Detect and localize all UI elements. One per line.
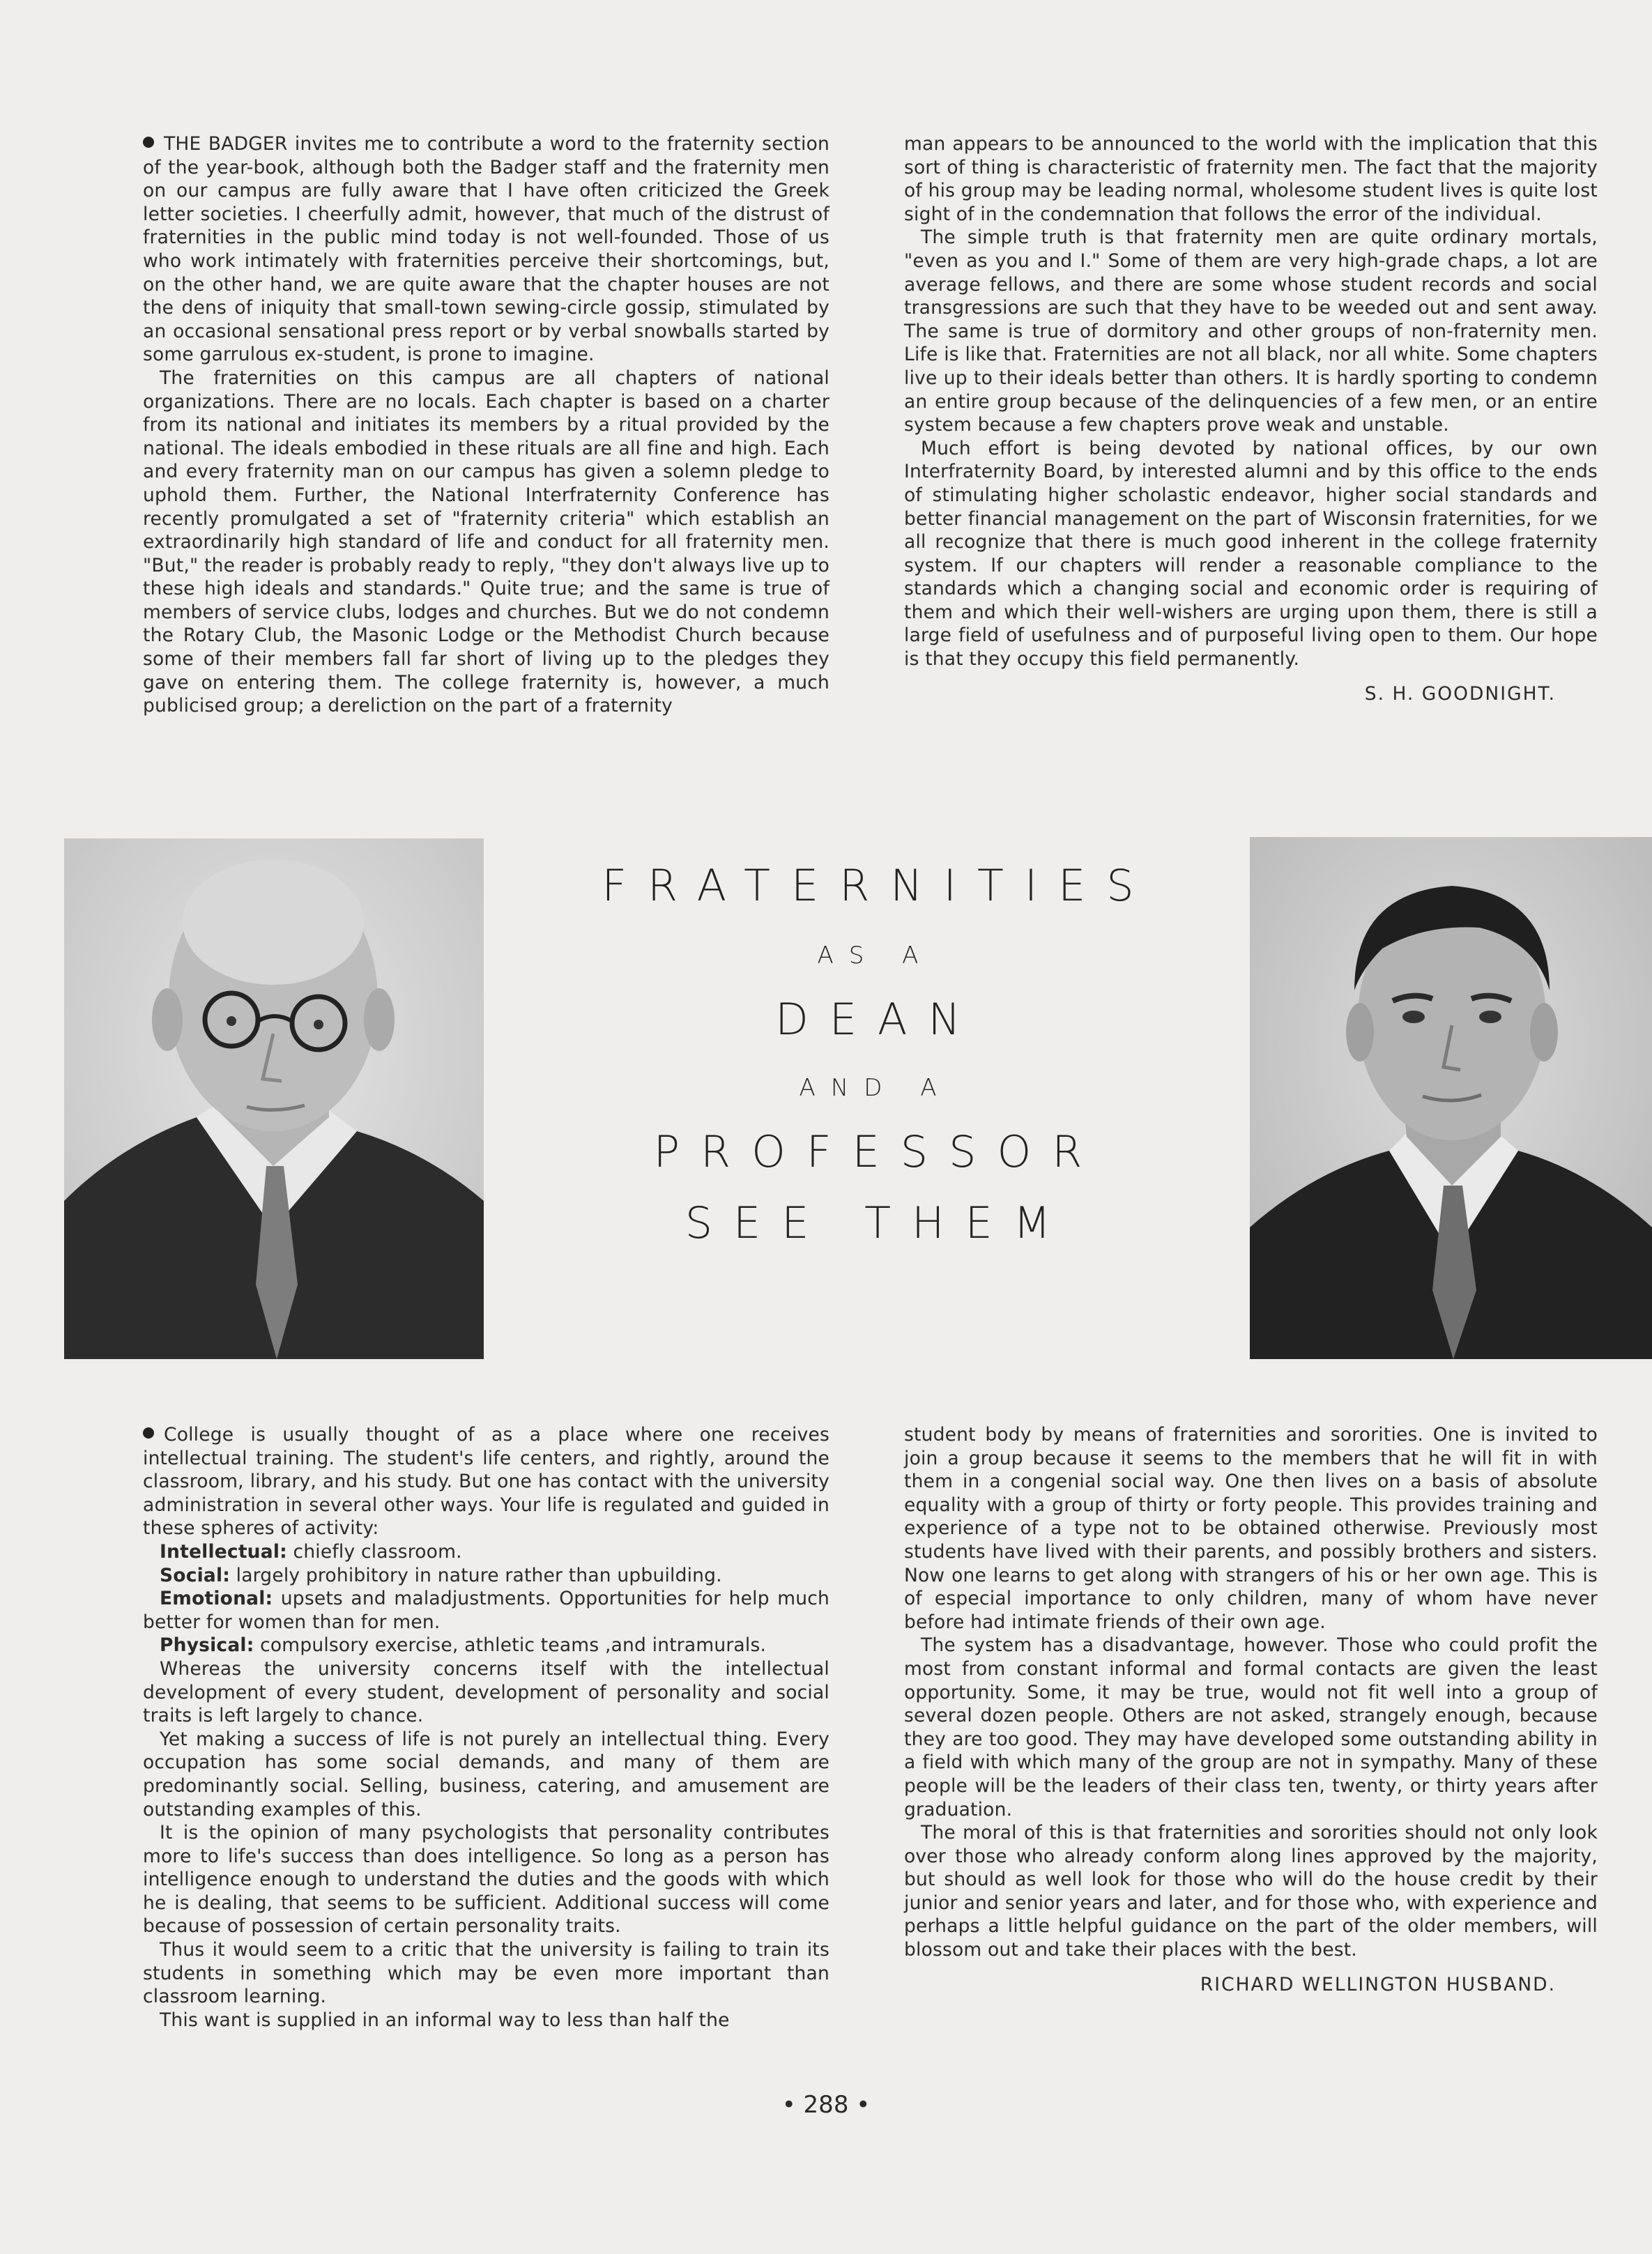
article-paragraph: The simple truth is that fraternity men are quite ordinary mortals, "even as you and I." Some of them are very high-grade chaps, a lot are average fellows, and there are some whose student records and social transgressions are such that they have to be weeded out and sent away. The same is true of dormitory and other groups of non-fraternity men. Life is like that. Fraternities are not all black, nor all white. Some chapters live up to their ideals better than others. It is hardly sporting to condemn an entire group because of the delinquencies of a few men, or an entire system because a few chapters prove weak and unstable. xyxy=(904,227,1598,436)
sphere-item-social: Social: largely prohibitory in nature rather than upbuilding. xyxy=(160,1564,722,1586)
portrait-dean-image xyxy=(64,838,484,1359)
heading-line-fraternities: FRATERNITIES xyxy=(602,860,1155,911)
article-paragraph: This want is supplied in an informal way to less than half the xyxy=(160,2009,730,2031)
heading-line-as-a: AS A xyxy=(817,942,934,969)
article-paragraph: Thus it would seem to a critic that the university is failing to train its students in something which may be even more important than classroom learning. xyxy=(143,1939,829,2008)
portrait-dean xyxy=(64,838,484,1359)
page-heading xyxy=(502,860,1234,1248)
article-paragraph: Yet making a success of life is not purely an intellectual thing. Every occupation has some social demands, and many of them are predominantly social. Selling, business, catering, and amusement are outstanding examples of this. xyxy=(143,1728,829,1820)
heading-line-professor: PROFESSOR xyxy=(653,1126,1103,1177)
portrait-professor xyxy=(1250,837,1652,1359)
bullet-icon xyxy=(143,1427,154,1439)
sphere-item-emotional: Emotional: upsets and maladjustments. Opportunities for help much better for women than for men. xyxy=(143,1588,829,1633)
heading-line-and-a: AND A xyxy=(799,1074,952,1102)
professor-article-left-column xyxy=(143,1423,829,2032)
bullet-icon xyxy=(143,137,154,148)
dean-article-left-column xyxy=(143,132,829,718)
article-paragraph: man appears to be announced to the world with the implication that this sort of thing is characteristic of fraternity men. The fact that the majority of his group may be leading normal, wholesome student lives is quite lost sight of in the condemnation that follows the error of the individual. xyxy=(904,133,1598,225)
author-signature-husband: RICHARD WELLINGTON HUSBAND. xyxy=(1200,1973,1556,1995)
sphere-item-physical: Physical: compulsory exercise, athletic teams ,and intramurals. xyxy=(160,1634,767,1657)
article-paragraph xyxy=(143,1423,829,1540)
article-paragraph: It is the opinion of many psychologists that personality contributes more to life's success than does intelligence. So long as a person has intelligence enough to understand the duties and the goods with which he is dealing, that seems to be sufficient. Additional success will come because of possession of certain personality traits. xyxy=(143,1822,829,1938)
sphere-item-intellectual: Intellectual: chiefly classroom. xyxy=(160,1540,462,1563)
heading-line-dean: DEAN xyxy=(775,994,981,1045)
paragraph-text: College is usually thought of as a place where one receives intellectual training. The student's life centers, and rightly, around the classroom, library, and his study. But one has contact with the university administration in several other ways. Your life is regulated and guided in these spheres of activity: xyxy=(143,1424,829,1540)
professor-article-right-column xyxy=(904,1423,1598,1996)
article-paragraph: Whereas the university concerns itself with the intellectual development of every student, development of personality and social traits is left largely to chance. xyxy=(143,1657,829,1727)
article-paragraph: The moral of this is that fraternities and sororities should not only look over those who already conform along lines approved by the majority, but should as well look for those who will do the house credit by their junior and senior years and later, and for those who, with experience and perhaps a little helpful guidance on the part of the older members, will blossom out and take their places with the best. xyxy=(904,1822,1598,1961)
article-paragraph: The fraternities on this campus are all chapters of national organizations. There are no locals. Each chapter is based on a charter from its national and initiates its members by a ritual provided by the national. The ideals embodied in these rituals are all fine and high. Each and every fraternity man on our campus has given a solemn pledge to uphold them. Further, the National Interfraternity Conference has recently promulgated a set of "fraternity criteria" which establish an extraordinarily high standard of life and conduct for all fraternity men. "But," the reader is probably ready to reply, "they don't always live up to these high ideals and standards." Quite true; and the same is true of members of service clubs, lodges and churches. But we do not condemn the Rotary Club, the Masonic Lodge or the Methodist Church because some of their members fall far short of living up to the pledges they gave on entering them. The college fraternity is, however, a much publicised group; a dereliction on the part of a fraternity xyxy=(143,367,829,717)
author-signature-goodnight: S. H. GOODNIGHT. xyxy=(1364,682,1556,705)
article-paragraph: student body by means of fraternities and sororities. One is invited to join a group because it seems to the members that he will fit in with them in a congenial social way. One then lives on a basis of absolute equality with a group of thirty or forty people. This provides training and experience of a type not to be obtained otherwise. Previously most students have lived with their parents, and possibly brothers and sisters. Now one learns to get along with strangers of his or her own age. This is of especial importance to only children, many of whom have never before had intimate friends of their own age. xyxy=(904,1424,1598,1633)
article-paragraph: Much effort is being devoted by national offices, by our own Interfraternity Board, by interested alumni and by this office to the ends of stimulating higher scholastic endeavor, higher social standards and better financial management on the part of Wisconsin fraternities, for we all recognize that there is much good inherent in the college fraternity system. If our chapters will render a reasonable compliance to the standards which a changing social and economic order is requiring of them and which their well-wishers are urging upon them, there is still a large field of usefulness and of purposeful living open to them. Our hope is that they occupy this field permanently. xyxy=(904,437,1598,670)
article-paragraph: The system has a disadvantage, however. Those who could profit the most from constant informal and formal contacts are given the least opportunity. Some, it may be true, would not fit well into a group of several dozen people. Others are not asked, strangely enough, because they are too good. They may have developed some outstanding ability in a field with which many of the group are not in sympathy. Many of these people will be the leaders of their class ten, twenty, or thirty years after graduation. xyxy=(904,1634,1598,1820)
portrait-professor-image xyxy=(1250,837,1652,1359)
dean-article-right-column xyxy=(904,132,1598,705)
page-number: • 288 • xyxy=(781,2091,871,2119)
article-paragraph xyxy=(143,132,829,367)
paragraph-text: THE BADGER invites me to contribute a word to the fraternity section of the year-book, although both the Badger staff and the fraternity men on our campus are fully aware that I have often criticized the Greek letter societies. I cheerfully admit, however, that much of the distrust of fraternities in the public mind today is not well-founded. Those of us who work intimately with fraternities perceive their shortcomings, but, on the other hand, we are quite aware that the chapter houses are not the dens of iniquity that small-town sewing-circle gossip, stimulated by an occasional sensational press report or by verbal snowballs started by some garrulous ex-student, is prone to imagine. xyxy=(143,133,829,366)
heading-line-see-them: SEE THEM xyxy=(684,1197,1072,1248)
